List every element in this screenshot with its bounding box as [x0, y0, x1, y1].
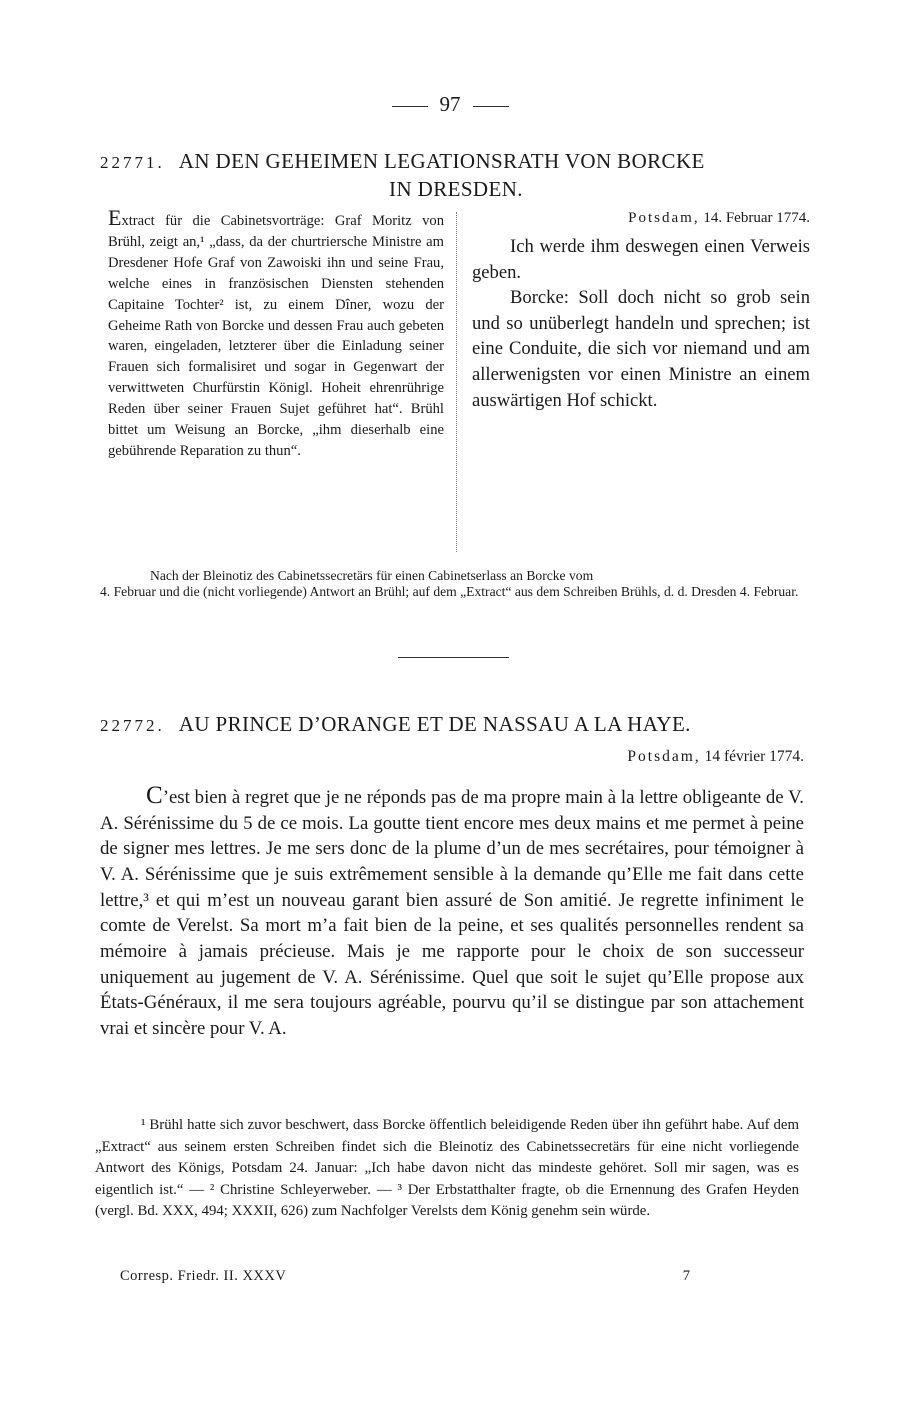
- letter2-heading-text: AU PRINCE D’ORANGE ET DE NASSAU A LA HAYE.: [178, 712, 691, 736]
- page-number-dash-right: [473, 106, 509, 107]
- extract-paragraph: [108, 205, 444, 462]
- page-number-line: [0, 92, 900, 117]
- letter2-number: 22772.: [100, 716, 165, 735]
- extract-column: [108, 205, 444, 462]
- letter1-heading: [100, 148, 812, 202]
- section-separator: [398, 657, 509, 658]
- page-number: 97: [439, 92, 461, 116]
- letter1-heading-line2: IN DRESDEN.: [389, 177, 523, 201]
- letter1-heading-line1: [100, 148, 812, 176]
- page-footer: [120, 1268, 690, 1285]
- source-note-rest: 4. Februar und die (nicht vorliegende) Antwort an Brühl; auf dem „Extract“ aus dem Schreiben Brühls, d. d. Dresden 4. Februar.: [100, 584, 799, 599]
- page-number-dash-left: [392, 106, 428, 107]
- footer-signature: Corresp. Friedr. II. XXXV: [120, 1268, 287, 1284]
- letter2-text: ’est bien à regret que je ne réponds pas de ma propre main à la lettre obligeante de V. A. Sérénissime du 5 de ce mois. La goutte tient encore mes deux mains et me permet à peine de signer mes lettres. Je me sers donc de la plume d’un de mes secrétaires, pour témoigner à V. A. Sérénissime que je suis extrêmement sensible à la demande qu’Elle me fait dans cette lettre,³ et qui m’est un nouveau garant bien assuré de Son amitié. Je regrette infiniment le comte de Verelst. Sa mort m’a fait bien de la peine, et ses qualités personnelles rendent sa mémoire à jamais précieuse. Mais je me rapporte pour le choix de son successeur uniquement au jugement de V. A. Sérénissime. Quel que soit le sujet qu’Elle propose aux États-Généraux, il me sera toujours agréable, pourvu qu’il se distingue par son attachement vrai et sincère pour V. A.: [100, 787, 804, 1039]
- reply-paragraph-2: Borcke: Soll doch nicht so grob sein und so unüberlegt handeln und sprechen; ist eine Conduite, die sich vor niemand und am allerwenigsten vor einen Ministre an einem auswärtigen Hof schickt.: [472, 287, 810, 411]
- letter2-body: [100, 783, 804, 1042]
- letter1-heading-text: AN DEN GEHEIMEN LEGATIONSRATH VON BORCKE: [178, 149, 705, 173]
- footnotes-text: ¹ Brühl hatte sich zuvor beschwert, dass Borcke öffentlich beleidigende Reden über ihn geführt habe. Auf dem „Extract“ aus seinem ersten Schreiben findet sich die Bleinotiz des Cabinetssecretärs für eine nicht vorliegende Antwort des Königs, Potsdam 24. Januar: „Ich habe davon nicht das mindeste gehöret. Soll mir sagen, was es eigentlich ist.“ — ² Christine Schleyerweber. — ³ Der Erbstatthalter fragte, ob die Ernennung des Grafen Heyden (vergl. Bd. XXX, 494; XXXII, 626) zum Nachfolger Verelsts dem König genehm sein würde.: [95, 1117, 799, 1220]
- letter1-source-note: [100, 568, 806, 600]
- reply-column: [472, 208, 810, 413]
- letter2-heading: [100, 711, 812, 739]
- extract-text: xtract für die Cabinetsvorträge: Graf Moritz von Brühl, zeigt an,¹ „dass, da der churtriersche Ministre am Dresdener Hofe Graf von Zawoiski ihn und seine Frau, welche eines in französischen Diensten stehenden Capitaine Tochter² ist, zu einem Dîner, wozu der Geheime Rath von Borcke und dessen Frau auch gebeten waren, eingeladen, letzterer über die Einladung seiner Frauen sich formalisiret und sogar in Gegenwart der verwittweten Churfürstin Königl. Hoheit ehrenrührige Reden über seiner Frauen Sujet geführet hat“. Brühl bittet um Weisung an Borcke, „ihm dieserhalb eine gebührende Reparation zu thun“.: [108, 213, 444, 459]
- letter1-dateline: [472, 208, 810, 228]
- letter2-initial: C: [146, 782, 163, 809]
- column-divider: [456, 212, 457, 552]
- footnotes: [95, 1115, 799, 1223]
- letter2-date-place: Potsdam,: [627, 748, 701, 765]
- reply-paragraph-1: Ich werde ihm deswegen einen Verweis geben.: [472, 236, 810, 283]
- letter2-paragraph: [100, 783, 804, 1042]
- source-note-line1: Nach der Bleinotiz des Cabinetssecretärs für einen Cabinetserlass an Borcke vom: [150, 568, 594, 583]
- letter2-dateline: [627, 748, 804, 766]
- letter2-date: 14 février 1774.: [704, 748, 804, 765]
- letter1-number: 22771.: [100, 153, 165, 172]
- footer-sheet-number: 7: [682, 1268, 690, 1284]
- letter1-date-place: Potsdam,: [628, 210, 700, 226]
- letter1-date: 14. Februar 1774.: [703, 210, 810, 226]
- extract-initial: E: [108, 205, 122, 230]
